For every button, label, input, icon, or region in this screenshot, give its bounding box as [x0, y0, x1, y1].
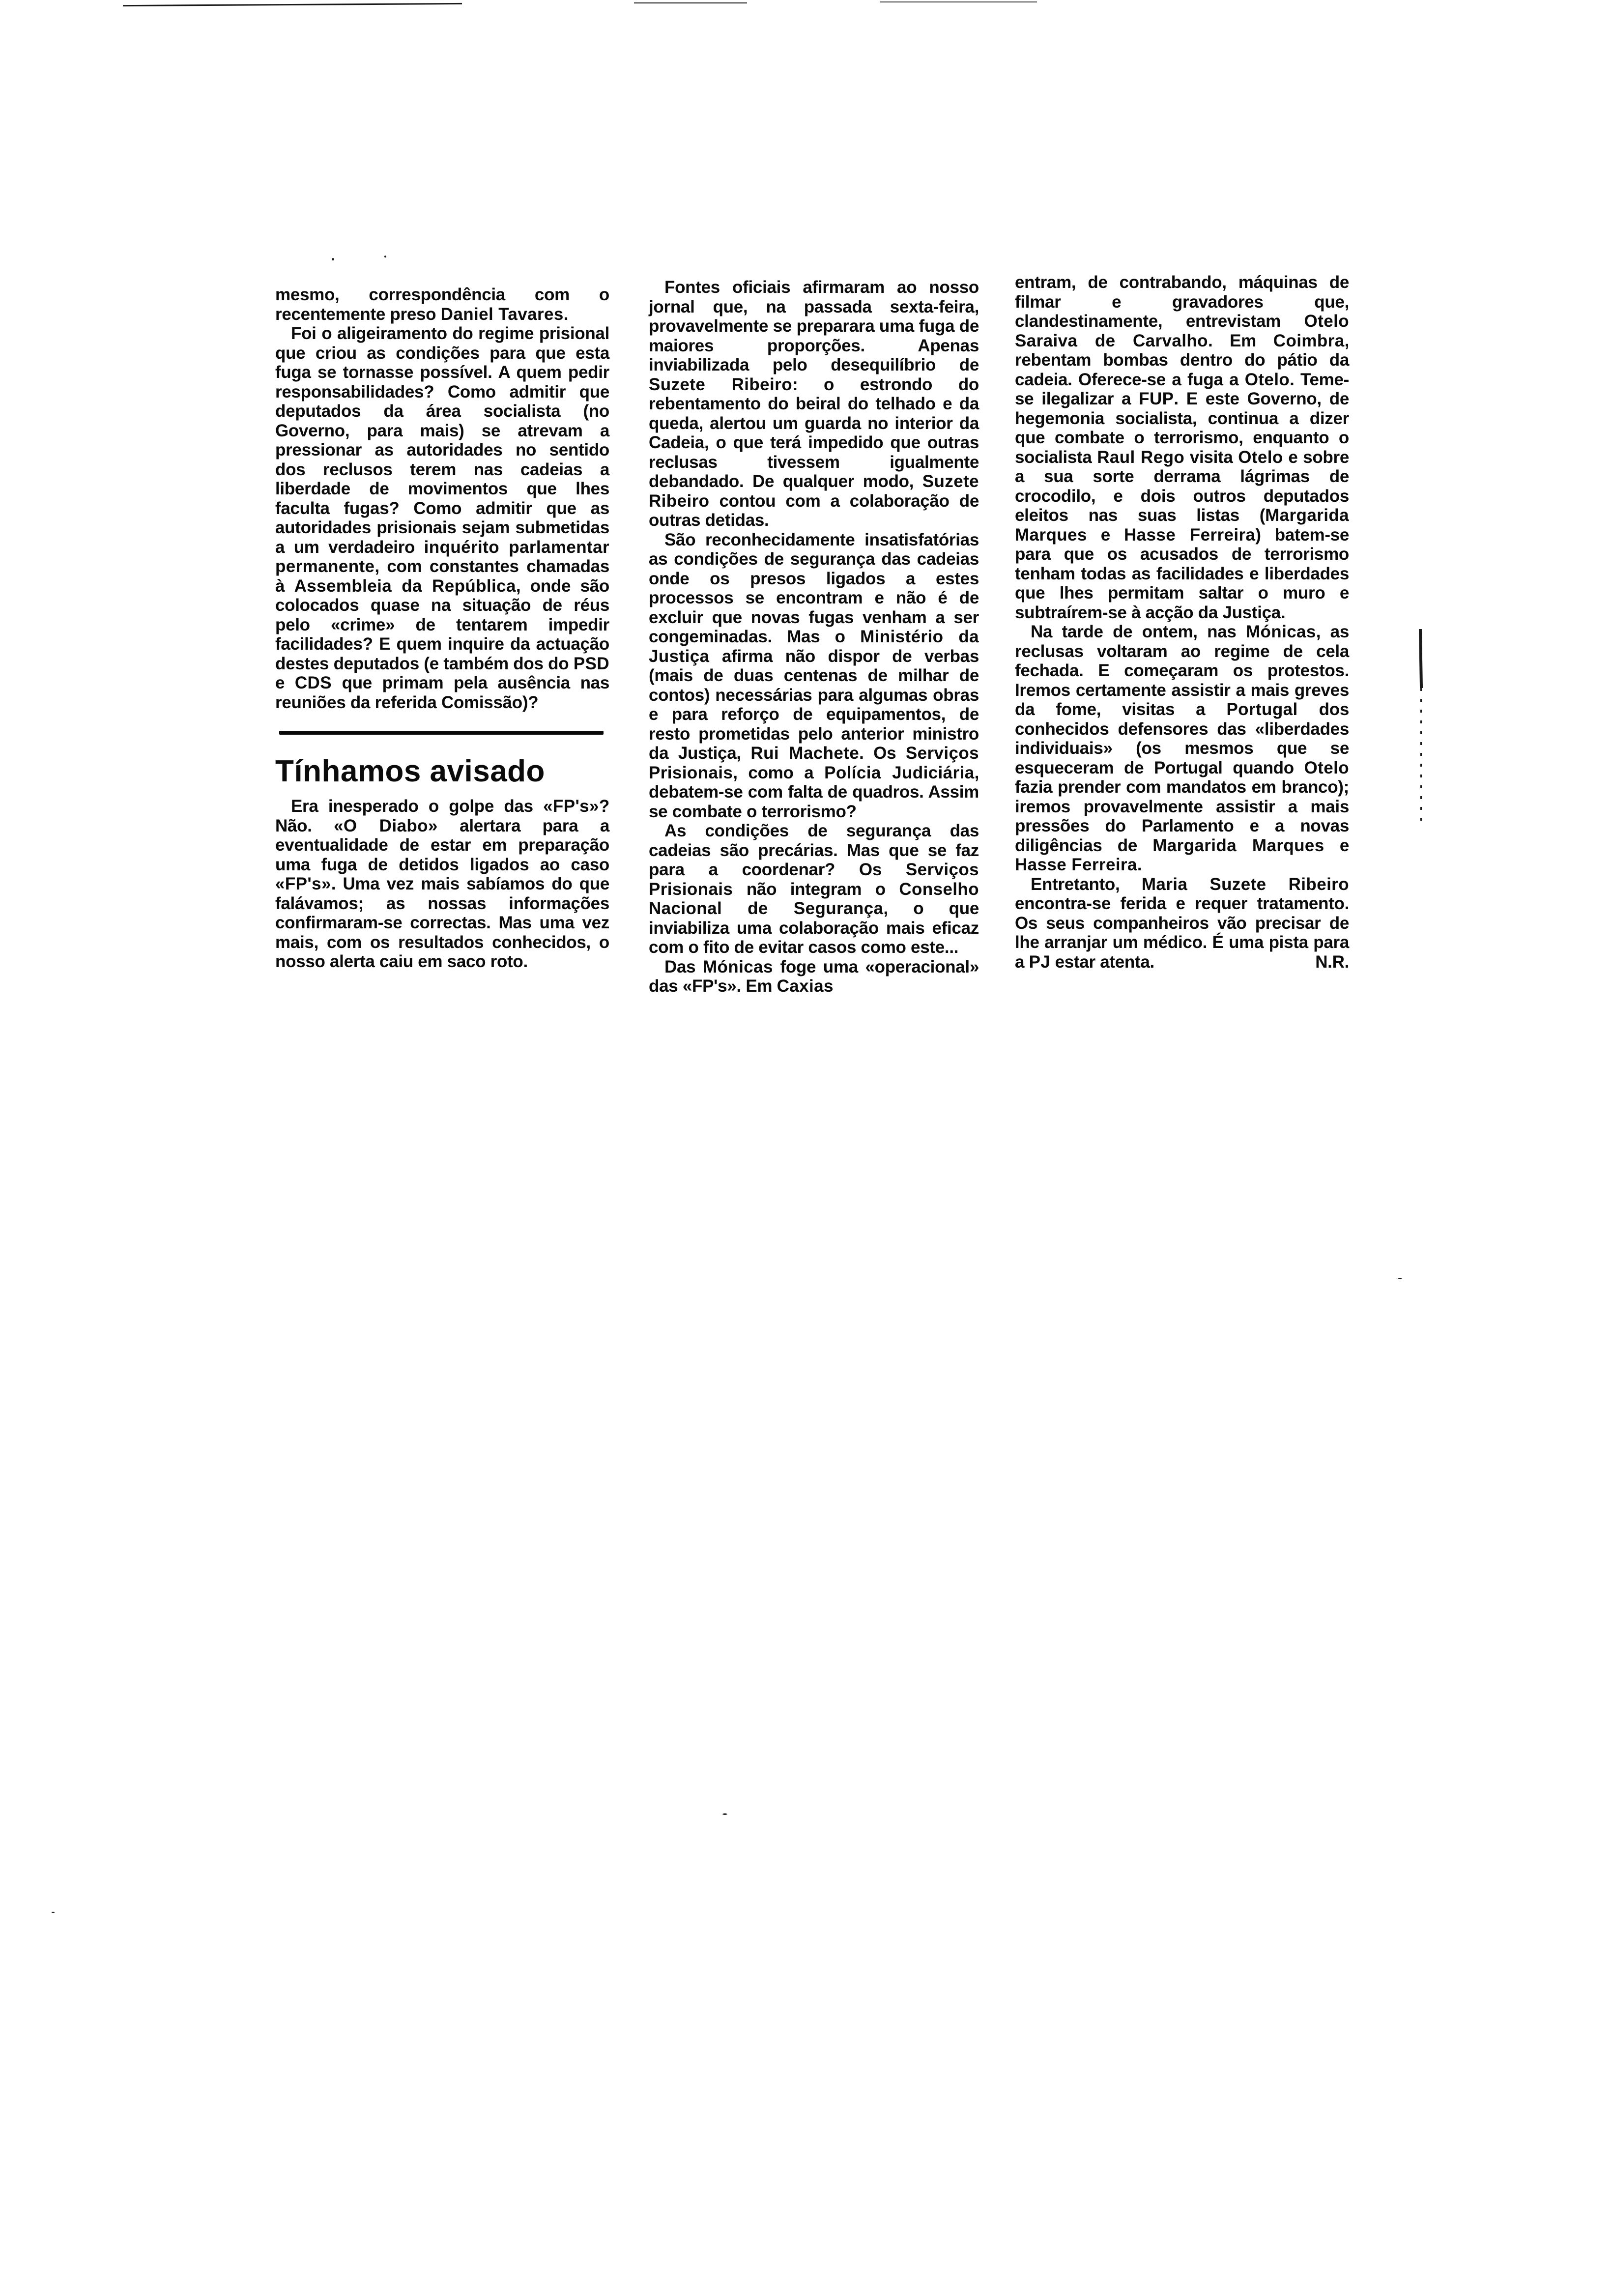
article-paragraph [649, 530, 979, 822]
scan-artifact-line [880, 1, 1037, 2]
bold-name-text: «FP's» [543, 797, 599, 816]
scan-speck [722, 1813, 727, 1815]
bold-name-text: Assembleia da República [294, 576, 516, 596]
scan-edge-mark [1419, 629, 1423, 688]
body-text: Foi o aligeiramento do regime prisional que criou as condições para que esta fuga se tornasse possível. A quem pedir responsabilidades? Como admitir que deputados da área socialista (no Governo, para mais) se atrevam a pressionar as autoridades no sentido dos reclusos terem nas cadeias a liberdade de movimentos que lhes faculta fugas? Como admitir que as autoridades prisionais sejam submetidas a um verdadeiro [275, 324, 609, 557]
body-text: Entretanto, [1031, 874, 1142, 894]
bold-name-text: Raul Rego [1097, 447, 1185, 467]
body-text: e [275, 673, 295, 692]
body-text: . [1137, 855, 1142, 874]
bold-name-text: Suzete Ribeiro [649, 472, 979, 511]
body-text: afirma não dispor de verbas (mais de duas centenas de milhar de contos) necessárias para algumas obras e para reforço de equipamentos, de resto prometidas pelo anterior ministro da Justiça, [649, 646, 979, 763]
body-text: não integram o [733, 879, 899, 899]
bold-name-text: Ministério da Justiça [649, 627, 979, 666]
body-text: fazia prender com mandatos em branco); iremos provavelmente assistir a mais pressões do Parlamento e a novas diligências de [1015, 777, 1349, 855]
scan-artifact-line [634, 2, 747, 3]
bold-name-text: Otelo [1244, 370, 1290, 389]
bold-name-text: Margarida Marques [1152, 835, 1324, 855]
article-column-1 [275, 285, 609, 972]
bold-name-text: Hasse Ferreira [1015, 855, 1137, 874]
bold-name-text: Daniel Tavares [440, 304, 564, 324]
bold-name-text: Margarida Marques [1015, 506, 1349, 545]
author-signoff: N.R. [1315, 952, 1349, 972]
article-paragraph [649, 821, 979, 957]
column-1-body [275, 285, 609, 712]
body-text: , as reclusas voltaram ao regime de cela fechada. E começaram os protestos. Iremos certamente assistir a mais greves da fome, visitas a [1015, 622, 1349, 719]
bold-name-text: «O Diabo» [334, 816, 438, 835]
bold-name-text: Otelo Saraiva de Carvalho [1015, 312, 1349, 350]
body-text: e [1324, 835, 1350, 855]
body-text: estar atenta. [1050, 952, 1154, 972]
column-2-body [649, 278, 979, 996]
body-text: e [1087, 525, 1124, 545]
body-text: visita [1184, 447, 1238, 467]
article-paragraph [275, 285, 609, 324]
body-text: . Teme-se ilegalizar a [1015, 370, 1349, 408]
scan-speck [332, 258, 334, 260]
body-text: contou com a colaboração de outras detidas. [649, 491, 979, 530]
bold-name-text: Suzete Ribeiro [649, 374, 792, 394]
bold-name-text: inquérito parlamentar permanente [275, 537, 609, 576]
body-text: São reconhecidamente insatisfatórias as condições de segurança das cadeias onde os presos ligados a estes processos se encontram e não é de excluir que novas fugas venham a ser congeminadas. Mas o [649, 530, 979, 646]
body-text: ) batem-se para que os acusados de terrorismo tenham todas as facilidades e liberdades que lhes permitam saltar o muro e subtraírem-se à acção da Justiça. [1015, 525, 1350, 622]
bold-name-text: Serviços Prisionais [649, 860, 979, 899]
section-body [275, 797, 609, 972]
body-text: que primam pela ausência nas reuniões da referida Comissão)? [275, 673, 610, 712]
bold-name-text: Rui Machete [750, 744, 860, 763]
scan-speck [1398, 1278, 1402, 1279]
body-text: foge uma «operacional» das «FP's». Em [649, 957, 979, 996]
bold-name-text: FUP [1139, 389, 1174, 408]
body-text: Era inesperado o golpe das [291, 797, 544, 816]
body-text: Na tarde de ontem, nas [1031, 622, 1246, 641]
body-text: , o que inviabiliza uma colaboração mais eficaz com o fito de evitar casos como este... [649, 899, 979, 957]
bold-name-text: Caxias [777, 976, 834, 996]
body-text: : o estrondo do rebentamento do beiral do telhado e da queda, alertou um guarda no interior da Cadeia, o que terá impedido que outras reclusas tivessem igualmente debandado. De qualquer modo, [649, 374, 979, 491]
body-text: . E este Governo, de hegemonia socialista, continua a dizer que combate o terrorismo, enquanto o socialista [1015, 389, 1350, 467]
bold-name-text: Portugal [1226, 700, 1298, 719]
scan-artifact-line [123, 3, 462, 6]
bold-name-text: Serviços Prisionais [649, 744, 979, 782]
bold-name-text: «FP's» [275, 874, 331, 893]
article-column-2 [649, 278, 979, 996]
article-paragraph [649, 278, 979, 530]
body-text: . [563, 304, 569, 324]
bold-name-text: Polícia Judiciária [824, 763, 975, 782]
article-paragraph [275, 324, 609, 712]
bold-name-text: Maria Suzete Ribeiro [1141, 874, 1349, 894]
bold-name-text: Coimbra [1273, 331, 1345, 350]
article-paragraph [275, 797, 609, 972]
body-text: e sobre a sua sorte derrama lágrimas de crocodilo, e dois outros deputados eleitos nas suas listas ( [1015, 447, 1349, 525]
bold-name-text: PSD [573, 654, 609, 673]
body-text: , rebentam bombas dentro do pátio da cadeia. Oferece-se a fuga a [1015, 331, 1349, 389]
article-paragraph [1015, 875, 1349, 972]
body-text: , debatem-se com falta de quadros. Assim se combate o terrorismo? [649, 763, 979, 821]
article-column-3 [1015, 273, 1349, 972]
bold-name-text: Mónicas [702, 957, 773, 976]
column-3-body [1015, 273, 1349, 972]
body-text: alertara para a eventualidade de estar em preparação uma fuga de detidos ligados ao caso [275, 816, 609, 874]
body-text: , onde são colocados quase na situação de réus pelo «crime» de tentarem impedir facilidades? E quem inquire da actuação destes deputados (e também dos do [275, 576, 609, 673]
body-text: entram, de contrabando, máquinas de filmar e gravadores que, clandestinamente, entrevistam [1015, 273, 1349, 331]
bold-name-text: Conselho Nacional de Segurança [649, 879, 979, 918]
body-text: , como a [733, 763, 825, 782]
body-text: As condições de segurança das cadeias são precárias. Mas que se faz para a coordenar? Os [649, 821, 979, 879]
body-text: dos conhecidos defensores das «liberdades individuais» (os mesmos que se esqueceram de Portugal quando [1015, 700, 1349, 777]
bold-name-text: Hasse Ferreira [1123, 525, 1256, 545]
body-text: . Os [859, 744, 906, 763]
scan-speck [52, 1912, 55, 1913]
bold-name-text: Otelo [1238, 447, 1283, 467]
body-text: mesmo, correspondência com o recentemente preso [275, 285, 609, 324]
section-headline: Tínhamos avisado [275, 754, 545, 788]
bold-name-text: Mónicas [1245, 622, 1316, 641]
scan-edge-dots [1420, 688, 1422, 821]
section-divider-rule [279, 731, 604, 735]
article-paragraph [1015, 622, 1349, 875]
article-paragraph [649, 957, 979, 996]
body-text: encontra-se ferida e requer tratamento. Os seus companheiros vão precisar de lhe arranjar um médico. É uma pista para a [1015, 894, 1349, 972]
body-text: . Uma vez mais sabíamos do que falávamos; as nossas informações confirmaram-se correctas. Mas uma vez mais, com os resultados conhecidos, o nosso alerta caiu em saco roto. [275, 874, 609, 971]
scan-speck [384, 256, 386, 258]
body-text: ? Não. [275, 797, 609, 835]
body-text: , com constantes chamadas à [275, 557, 609, 596]
bold-name-text: PJ [1029, 952, 1051, 972]
bold-name-text: CDS [294, 673, 332, 692]
bold-name-text: Otelo [1304, 758, 1349, 777]
body-text: Fontes oficiais afirmaram ao nosso jornal que, na passada sexta-feira, provavelmente se preparara uma fuga de maiores proporções. Apenas inviabilizada pelo desequilíbrio de [649, 278, 979, 374]
body-text: . Em [1208, 331, 1273, 350]
body-text: Das [664, 957, 703, 976]
article-paragraph [1015, 273, 1349, 622]
